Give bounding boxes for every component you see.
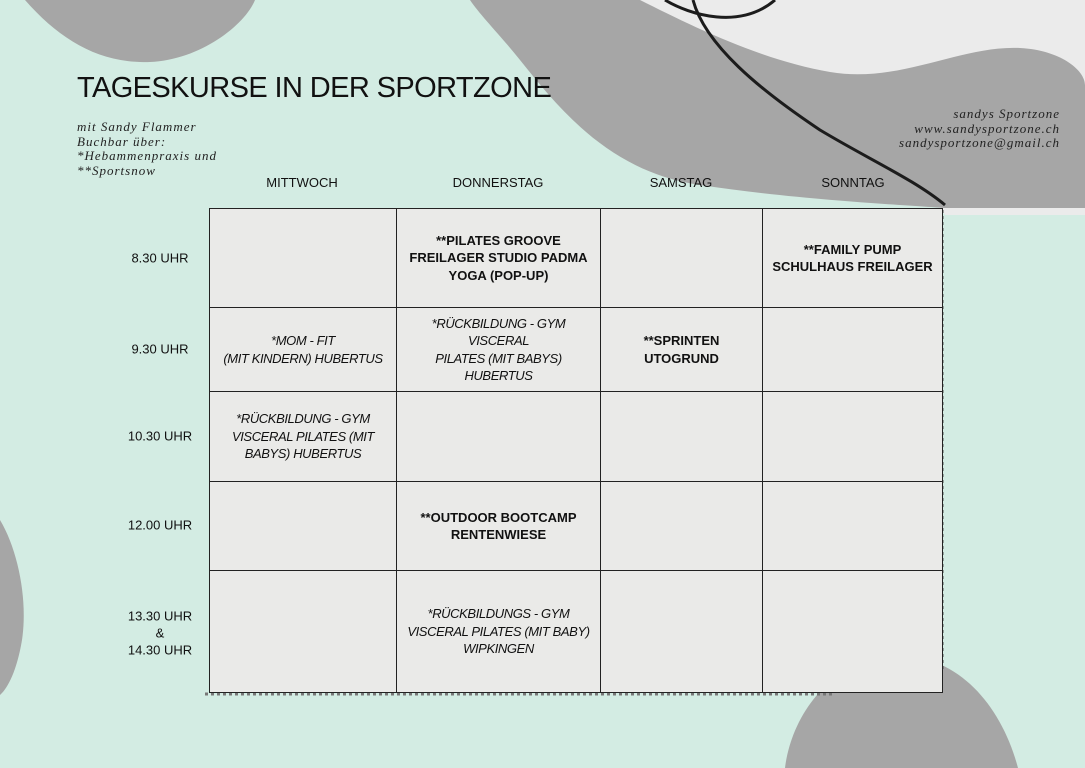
table-row [210, 392, 943, 482]
subtitle-block [77, 120, 217, 178]
time-label: 12.00 UHR [127, 517, 193, 533]
day-header-donnerstag: DONNERSTAG [452, 175, 544, 190]
subtitle-line: *Hebammenpraxis und [77, 148, 217, 163]
table-row [210, 482, 943, 571]
page-title: TAGESKURSE IN DER SPORTZONE [77, 72, 552, 104]
day-header-samstag: SAMSTAG [649, 175, 713, 190]
contact-website: www.sandysportzone.ch [914, 120, 1060, 136]
table-row [210, 308, 943, 392]
slot-cell: *RÜCKBILDUNGS - GYM VISCERAL PILATES (MIT BABY) WIPKINGEN [397, 571, 601, 693]
contact-email: sandysportzone@gmail.ch [899, 135, 1060, 150]
slot-cell [210, 209, 397, 308]
subtitle-line: Buchbar über: [77, 133, 167, 149]
time-label: 10.30 UHR [127, 428, 193, 444]
slot-cell [763, 571, 943, 693]
slot-cell [210, 482, 397, 571]
slot-cell: *RÜCKBILDUNG - GYM VISCERAL PILATES (MIT BABYS) HUBERTUS [210, 392, 397, 482]
slot-cell [397, 392, 601, 482]
slot-cell: **PILATES GROOVE FREILAGER STUDIO PADMA YOGA (POP-UP) [397, 209, 601, 308]
slot-cell [601, 209, 763, 308]
slot-cell [601, 392, 763, 482]
slot-cell [763, 392, 943, 482]
table-row [210, 209, 943, 308]
subtitle-line: mit Sandy Flammer [77, 119, 197, 134]
slot-cell: **OUTDOOR BOOTCAMP RENTENWIESE [397, 482, 601, 571]
slot-cell: **SPRINTEN UTOGRUND [601, 308, 763, 392]
day-header-sonntag: SONNTAG [821, 175, 885, 190]
slot-cell: **FAMILY PUMP SCHULHAUS FREILAGER [763, 209, 943, 308]
day-header-mittwoch: MITTWOCH [266, 175, 338, 190]
time-label: 9.30 UHR [131, 341, 189, 357]
slot-cell [763, 482, 943, 571]
contact-block [899, 107, 1060, 151]
slot-cell [210, 571, 397, 693]
subtitle-line: **Sportsnow [77, 162, 156, 178]
time-label: 8.30 UHR [131, 250, 189, 266]
slot-cell: *RÜCKBILDUNG - GYM VISCERAL PILATES (MIT BABYS) HUBERTUS [397, 308, 601, 392]
contact-name: sandys Sportzone [953, 106, 1060, 121]
slot-cell [763, 308, 943, 392]
time-label: 13.30 UHR & 14.30 UHR [127, 608, 193, 658]
slot-cell: *MOM - FIT (MIT KINDERN) HUBERTUS [210, 308, 397, 392]
table-row [210, 571, 943, 693]
slot-cell [601, 571, 763, 693]
slot-cell [601, 482, 763, 571]
schedule-table [209, 208, 943, 693]
